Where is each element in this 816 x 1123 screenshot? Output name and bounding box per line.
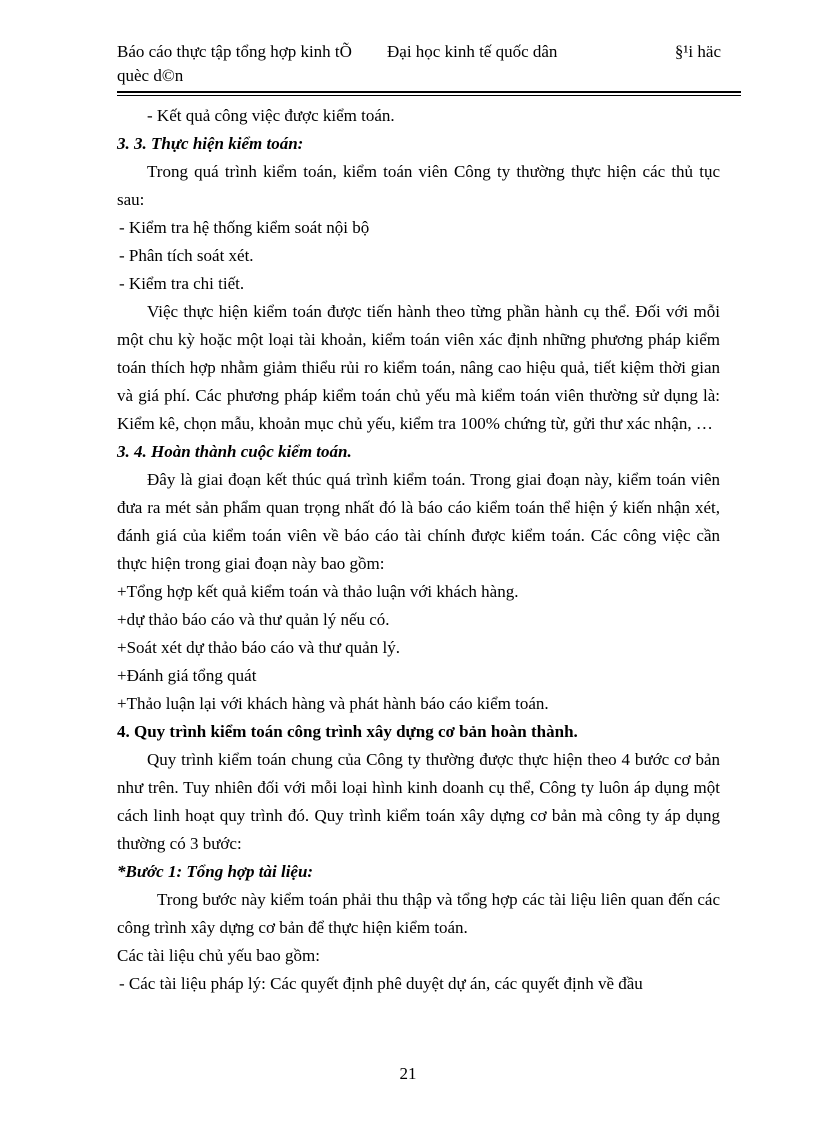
- list-item: - Các tài liệu pháp lý: Các quyết định phê duyệt dự án, các quyết định về đầu: [119, 974, 643, 993]
- list-item: +Tổng hợp kết quả kiểm toán và thảo luận với khách hàng.: [117, 582, 519, 601]
- header-rule-thin: [117, 95, 741, 96]
- paragraph: Các tài liệu chủ yếu bao gồm:: [117, 946, 320, 965]
- paragraph: Trong bước này kiểm toán phải thu thập và tổng hợp các tài liệu liên quan đến các công trình xây dựng cơ bản để thực hiện kiểm toán.: [117, 890, 720, 937]
- body-text: [117, 102, 720, 998]
- section-heading: 3. 3. Thực hiện kiểm toán:: [117, 134, 304, 153]
- list-item: +Soát xét dự thảo báo cáo và thư quản lý.: [117, 638, 400, 657]
- list-item: - Kiểm tra hệ thống kiểm soát nội bộ: [119, 218, 370, 237]
- section-heading: 4. Quy trình kiểm toán công trình xây dựng cơ bản hoàn thành.: [117, 722, 578, 741]
- page-number: 21: [399, 1064, 417, 1083]
- list-item: +Thảo luận lại với khách hàng và phát hành báo cáo kiểm toán.: [117, 694, 549, 713]
- paragraph: Quy trình kiểm toán chung của Công ty thường được thực hiện theo 4 bước cơ bản như trên. Tuy nhiên đối với mỗi loại hình kinh doanh cụ thể, Công ty luôn áp dụng một cách linh hoạt quy trình đó. Quy trình kiểm toán xây dựng cơ bản mà công ty áp dụng thường có 3 bước:: [117, 750, 720, 853]
- list-item: - Phân tích soát xét.: [119, 246, 254, 265]
- list-item: - Kiểm tra chi tiết.: [119, 274, 245, 293]
- header-left-text: Báo cáo thực tập tổng hợp kinh tÕ quèc d©n: [117, 42, 352, 85]
- paragraph: - Kết quả công việc được kiểm toán.: [147, 106, 395, 125]
- header-center-text: Đại học kinh tế quốc dân: [387, 42, 558, 61]
- paragraph: Việc thực hiện kiểm toán được tiến hành theo từng phần hành cụ thể. Đối với mỗi một chu kỳ hoặc một loại tài khoản, kiểm toán viên xác định những phương pháp kiểm toán thích hợp nhằm giảm thiểu rủi ro kiểm toán, nâng cao hiệu quả, tiết kiệm thời gian và giá phí. Các phương pháp kiểm toán chủ yếu mà kiểm toán viên thường sử dụng là: Kiểm kê, chọn mẫu, khoản mục chủ yếu, kiểm tra 100% chứng từ, gửi thư xác nhận, …: [117, 302, 720, 433]
- paragraph: Trong quá trình kiểm toán, kiểm toán viên Công ty thường thực hiện các thủ tục sau:: [117, 162, 720, 209]
- section-heading: *Bước 1: Tổng hợp tài liệu:: [117, 862, 314, 881]
- page-header: [117, 40, 741, 90]
- header-rule-thick: [117, 91, 741, 93]
- list-item: +dự thảo báo cáo và thư quản lý nếu có.: [117, 610, 390, 629]
- paragraph: Đây là giai đoạn kết thúc quá trình kiểm toán. Trong giai đoạn này, kiểm toán viên đưa ra mét sản phẩm quan trọng nhất đó là báo cáo kiểm toán thể hiện ý kiến nhận xét, đánh giá của kiểm toán viên về báo cáo tài chính được kiểm toán. Các công việc cần thực hiện trong giai đoạn này bao gồm:: [117, 470, 720, 573]
- list-item: +Đánh giá tổng quát: [117, 666, 257, 685]
- header-right-text: §¹i häc: [674, 42, 721, 61]
- section-heading: 3. 4. Hoàn thành cuộc kiểm toán.: [117, 442, 352, 461]
